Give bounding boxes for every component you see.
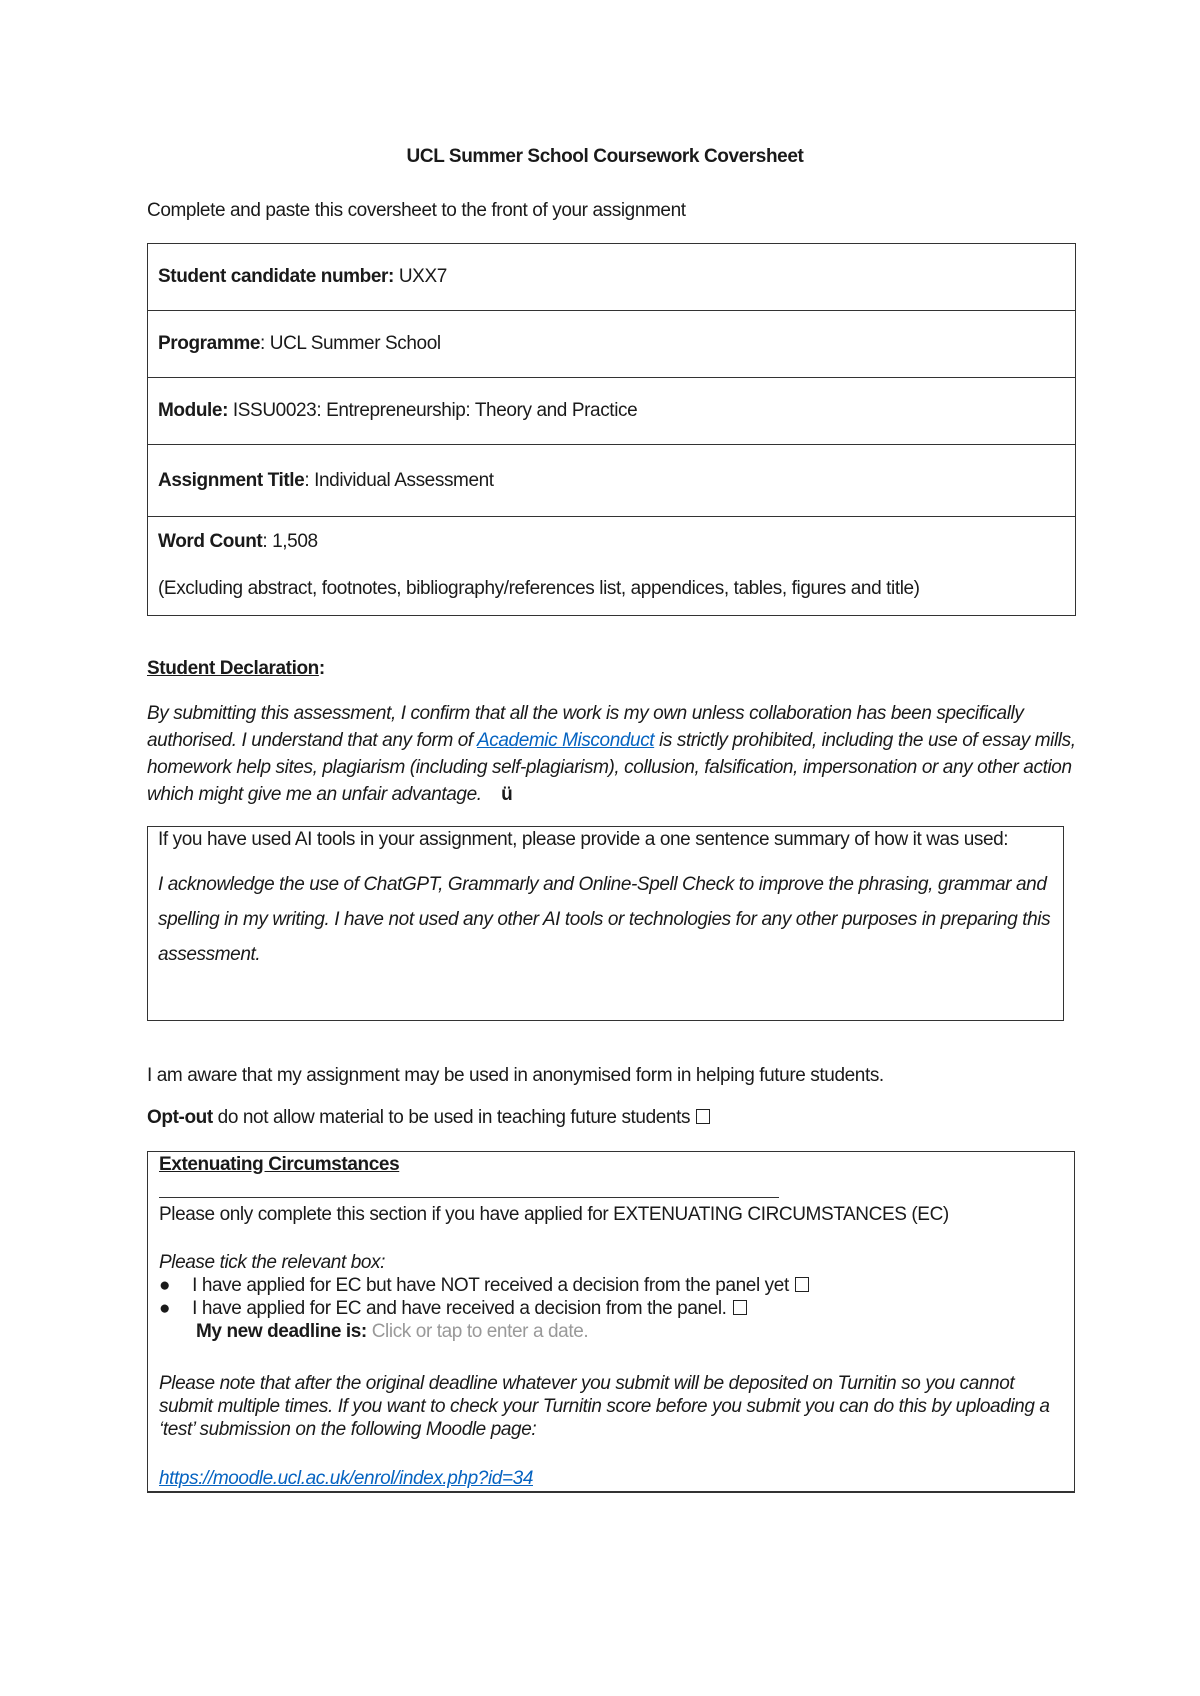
page-title: UCL Summer School Coursework Coversheet: [406, 146, 804, 167]
ec-intro: Please only complete this section if you have applied for EXTENUATING CIRCUMSTANCES (EC): [159, 1204, 949, 1225]
optout-line: [147, 1107, 710, 1129]
wordcount-row: [148, 516, 1075, 615]
ec-option-2: [159, 1298, 747, 1320]
assignment-label: Assignment Title: [158, 469, 305, 491]
optout-label: Opt-out: [147, 1107, 213, 1128]
programme-label: Programme: [158, 333, 260, 354]
wordcount-note: (Excluding abstract, footnotes, bibliography/references list, appendices, tables, figures and title): [158, 578, 920, 599]
optout-checkbox[interactable]: [696, 1109, 710, 1124]
deadline-date-field[interactable]: Click or tap to enter a date.: [371, 1321, 589, 1342]
programme-row: [148, 310, 1075, 377]
declaration-colon: :: [318, 658, 325, 679]
ec-tick-instruction: Please tick the relevant box:: [159, 1252, 386, 1273]
instruction-text: Complete and paste this coversheet to the front of your assignment: [147, 200, 686, 221]
ec-note: Please note that after the original deadline whatever you submit will be deposited on Turnitin so you cannot submit multiple times. If you want to check your Turnitin score before you submit you can do this by uploading a ‘test’ submission on the following Moodle page:: [159, 1373, 1050, 1440]
ai-prompt: If you have used AI tools in your assignment, please provide a one sentence summary of how it was used:: [158, 829, 1009, 850]
academic-misconduct-link[interactable]: Academic Misconduct: [476, 730, 655, 751]
ec-box: [147, 1151, 1075, 1493]
ai-answer[interactable]: I acknowledge the use of ChatGPT, Grammarly and Online-Spell Check to improve the phrasing, grammar and spelling in my writing. I have not used any other AI tools or technologies for any other purposes in preparing this assessment.: [158, 874, 1051, 965]
details-table: [147, 243, 1076, 616]
assignment-value: : Individual Assessment: [304, 469, 494, 491]
deadline-label: My new deadline is:: [196, 1321, 367, 1342]
module-label: Module:: [158, 400, 229, 421]
declaration-heading: [147, 658, 325, 680]
declaration-text: [147, 700, 1077, 808]
wordcount-label: Word Count: [158, 531, 263, 552]
ec-divider: [159, 1197, 779, 1198]
programme-value: : UCL Summer School: [260, 333, 441, 354]
ec-option-1: [159, 1275, 809, 1297]
deadline-line: [196, 1321, 588, 1343]
wordcount-value: : 1,508: [262, 531, 318, 552]
candidate-label: Student candidate number:: [158, 266, 394, 287]
ec-option-2-label: I have applied for EC and have received a decision from the panel.: [192, 1298, 727, 1319]
optout-text: do not allow material to be used in teaching future students: [212, 1107, 691, 1128]
moodle-link[interactable]: https://moodle.ucl.ac.uk/enrol/index.php?id=34: [159, 1468, 533, 1489]
ec-option-2-checkbox[interactable]: [733, 1300, 747, 1315]
module-row: [148, 377, 1075, 444]
check-icon: ü: [501, 784, 513, 805]
ec-option-1-label: I have applied for EC but have NOT received a decision from the panel yet: [192, 1275, 789, 1296]
bullet-icon: ●: [159, 1275, 171, 1296]
assignment-row: [148, 444, 1075, 516]
ec-heading: Extenuating Circumstances: [159, 1154, 400, 1175]
ai-usage-box: [147, 826, 1064, 1021]
declaration-text-start: By submitting this assessment, I confirm that all the work is my own unless collaboration has been specifically authorised. I understand that any form of: [147, 703, 1024, 751]
candidate-value: UXX7: [393, 266, 447, 287]
ec-option-1-checkbox[interactable]: [795, 1277, 809, 1292]
declaration-heading-text: Student Declaration: [147, 658, 319, 679]
bullet-icon: ●: [159, 1298, 171, 1319]
declaration-text-end: is strictly prohibited, including the use of essay mills, homework help sites, plagiarism (including self-plagiarism), collusion, falsification, impersonation or any other action which might give me an unfair advantage.: [147, 730, 1076, 805]
candidate-row: [148, 244, 1075, 310]
module-value: ISSU0023: Entrepreneurship: Theory and Practice: [228, 400, 638, 421]
aware-text: I am aware that my assignment may be used in anonymised form in helping future students.: [147, 1065, 884, 1086]
